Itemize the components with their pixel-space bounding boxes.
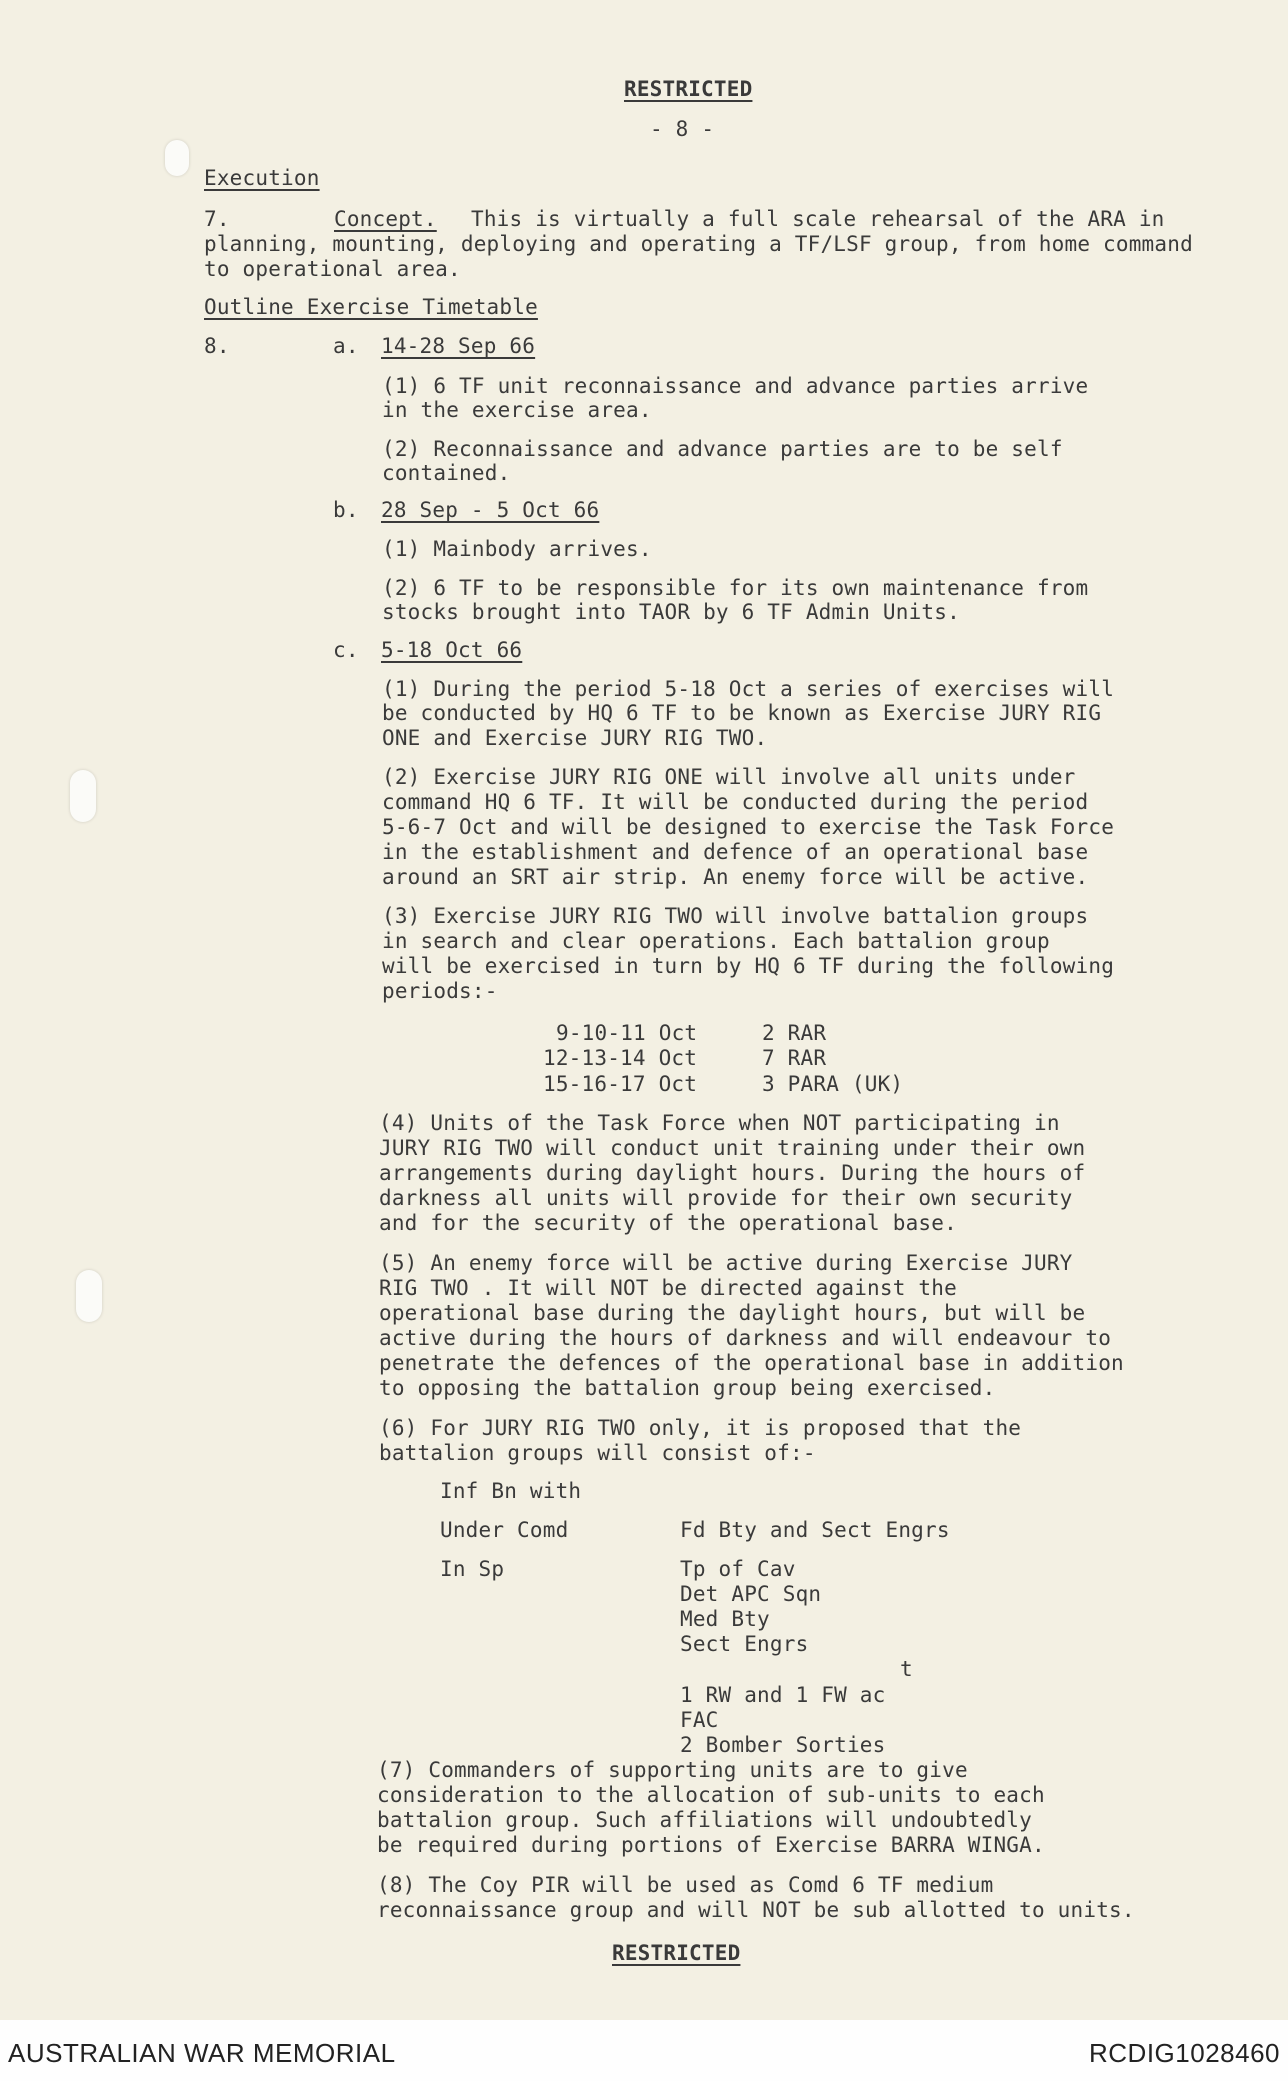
text-line: (1) 6 TF unit reconnaissance and advance parties arrive bbox=[382, 374, 1089, 398]
text-line: in search and clear operations. Each battalion group bbox=[382, 929, 1050, 953]
text-line: command HQ 6 TF. It will be conducted during the period bbox=[382, 790, 1089, 814]
composition-value: Fd Bty and Sect Engrs bbox=[680, 1518, 950, 1542]
text-line: (6) For JURY RIG TWO only, it is proposed that the bbox=[379, 1416, 1022, 1440]
classification-footer: RESTRICTED bbox=[612, 1941, 741, 1965]
section-heading-execution: Execution bbox=[204, 166, 320, 190]
text-line: (2) Exercise JURY RIG ONE will involve all units under bbox=[382, 765, 1076, 789]
text-line: battalion group. Such affiliations will undoubtedly bbox=[377, 1808, 1032, 1832]
para7-line: to operational area. bbox=[204, 257, 461, 281]
section-heading-timetable: Outline Exercise Timetable bbox=[204, 295, 538, 319]
text-line: battalion groups will consist of:- bbox=[379, 1441, 816, 1465]
text-line: (7) Commanders of supporting units are to give bbox=[377, 1758, 968, 1782]
composition-value: Det APC Sqn bbox=[680, 1582, 822, 1606]
subpara-letter: a. bbox=[333, 334, 359, 358]
text-line: RIG TWO . It will NOT be directed against the bbox=[379, 1276, 957, 1300]
composition-value: Sect Engrs bbox=[680, 1632, 809, 1656]
period-dates: 15-16-17 Oct bbox=[543, 1072, 698, 1096]
subpara-letter: b. bbox=[333, 498, 359, 522]
text-line: consideration to the allocation of sub-units to each bbox=[377, 1783, 1045, 1807]
punch-hole bbox=[76, 1270, 102, 1322]
text-line: (3) Exercise JURY RIG TWO will involve battalion groups bbox=[382, 904, 1089, 928]
text-line: be conducted by HQ 6 TF to be known as Exercise JURY RIG bbox=[382, 701, 1102, 725]
subpara-dates: 28 Sep - 5 Oct 66 bbox=[381, 498, 600, 522]
period-unit: 3 PARA (UK) bbox=[762, 1072, 904, 1096]
text-line: in the establishment and defence of an operational base bbox=[382, 840, 1089, 864]
text-line: ONE and Exercise JURY RIG TWO. bbox=[382, 726, 768, 750]
text-line: and for the security of the operational base. bbox=[379, 1211, 957, 1235]
punch-hole bbox=[70, 770, 96, 822]
para7-title: Concept. bbox=[334, 207, 437, 231]
period-unit: 7 RAR bbox=[762, 1046, 827, 1070]
period-unit: 2 RAR bbox=[762, 1021, 827, 1045]
text-line: active during the hours of darkness and will endeavour to bbox=[379, 1326, 1112, 1350]
para7-line: This is virtually a full scale rehearsal of the ARA in bbox=[471, 207, 1165, 231]
subpara-letter: c. bbox=[333, 638, 359, 662]
text-line: (1) Mainbody arrives. bbox=[382, 537, 652, 561]
text-line: (4) Units of the Task Force when NOT participating in bbox=[379, 1111, 1060, 1135]
para7-number: 7. bbox=[204, 207, 230, 231]
text-line: (5) An enemy force will be active during Exercise JURY bbox=[379, 1251, 1073, 1275]
para8-number: 8. bbox=[204, 334, 230, 358]
text-line: penetrate the defences of the operational base in addition bbox=[379, 1351, 1124, 1375]
period-dates: 12-13-14 Oct bbox=[543, 1046, 698, 1070]
composition-value: t bbox=[900, 1657, 913, 1681]
composition-value: Med Bty bbox=[680, 1607, 770, 1631]
archive-reference: RCDIG1028460 bbox=[1089, 2038, 1280, 2068]
composition-value: Tp of Cav bbox=[680, 1557, 796, 1581]
text-line: to opposing the battalion group being exercised. bbox=[379, 1376, 996, 1400]
text-line: (2) 6 TF to be responsible for its own maintenance from bbox=[382, 576, 1089, 600]
classification-header: RESTRICTED bbox=[624, 77, 753, 101]
composition-value: FAC bbox=[680, 1708, 719, 1732]
text-line: JURY RIG TWO will conduct unit training under their own bbox=[379, 1136, 1086, 1160]
text-line: contained. bbox=[382, 461, 511, 485]
text-line: around an SRT air strip. An enemy force will be active. bbox=[382, 865, 1089, 889]
text-line: (2) Reconnaissance and advance parties are to be self bbox=[382, 437, 1063, 461]
text-line: be required during portions of Exercise BARRA WINGA. bbox=[377, 1833, 1045, 1857]
subpara-dates: 5-18 Oct 66 bbox=[381, 638, 523, 662]
text-line: periods:- bbox=[382, 979, 498, 1003]
text-line: stocks brought into TAOR by 6 TF Admin Units. bbox=[382, 600, 960, 624]
composition-label: Under Comd bbox=[440, 1518, 569, 1542]
punch-hole bbox=[165, 140, 189, 176]
text-line: 5-6-7 Oct and will be designed to exercise the Task Force bbox=[382, 815, 1115, 839]
composition-inf: Inf Bn with bbox=[440, 1479, 582, 1503]
text-line: in the exercise area. bbox=[382, 398, 652, 422]
page-number: - 8 - bbox=[650, 117, 715, 141]
archive-label: AUSTRALIAN WAR MEMORIAL bbox=[8, 2038, 396, 2068]
period-dates: 9-10-11 Oct bbox=[556, 1021, 698, 1045]
para7-line: planning, mounting, deploying and operating a TF/LSF group, from home command bbox=[204, 232, 1193, 256]
composition-value: 2 Bomber Sorties bbox=[680, 1733, 886, 1757]
composition-value: 1 RW and 1 FW ac bbox=[680, 1683, 886, 1707]
composition-label: In Sp bbox=[440, 1557, 505, 1581]
text-line: (8) The Coy PIR will be used as Comd 6 TF medium bbox=[377, 1873, 994, 1897]
text-line: operational base during the daylight hours, but will be bbox=[379, 1301, 1086, 1325]
text-line: arrangements during daylight hours. During the hours of bbox=[379, 1161, 1086, 1185]
text-line: will be exercised in turn by HQ 6 TF during the following bbox=[382, 954, 1115, 978]
subpara-dates: 14-28 Sep 66 bbox=[381, 334, 536, 358]
text-line: (1) During the period 5-18 Oct a series of exercises will bbox=[382, 677, 1115, 701]
text-line: reconnaissance group and will NOT be sub allotted to units. bbox=[377, 1898, 1135, 1922]
text-line: darkness all units will provide for their own security bbox=[379, 1186, 1073, 1210]
